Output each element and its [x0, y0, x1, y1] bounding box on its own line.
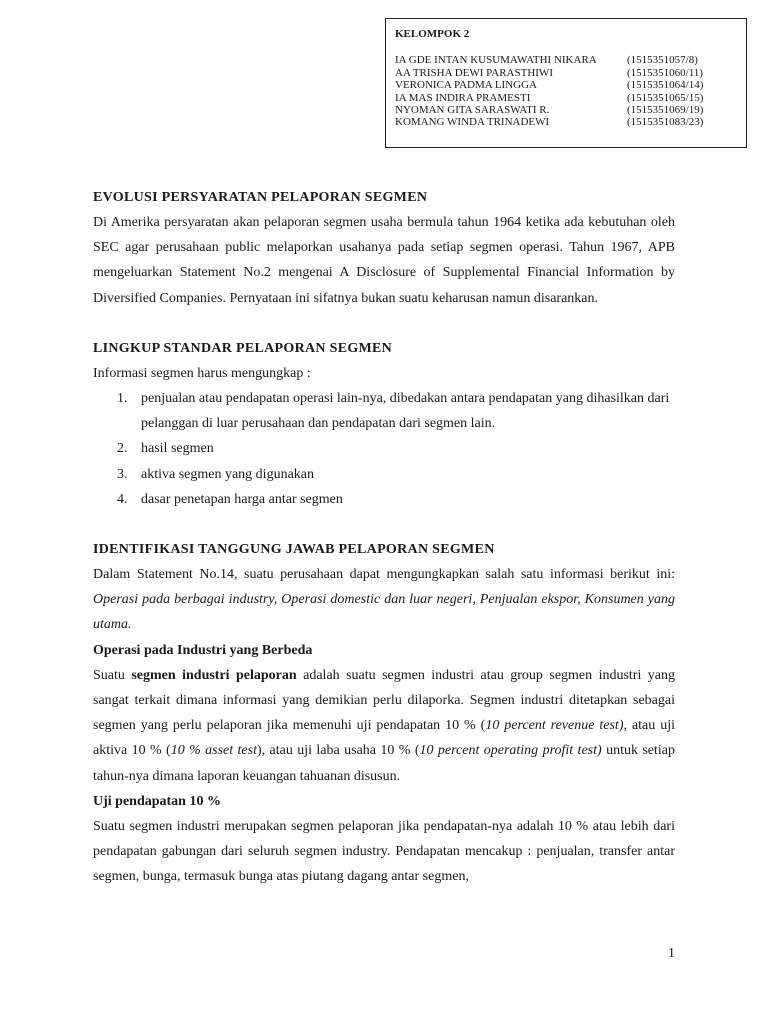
list-item	[117, 462, 675, 487]
section-heading-lingkup: LINGKUP STANDAR PELAPORAN SEGMEN	[93, 340, 393, 356]
section-heading-evolusi: EVOLUSI PERSYARATAN PELAPORAN SEGMEN	[93, 190, 428, 205]
member-row	[395, 104, 746, 116]
list-intro: Informasi segmen harus mengungkap :	[93, 365, 311, 381]
member-id: (1515351069/19)	[627, 104, 704, 117]
group-info-box	[385, 18, 747, 148]
list-text: hasil segmen	[141, 441, 214, 457]
list-item	[117, 487, 675, 512]
member-name: NYOMAN GITA SARASWATI R.	[395, 104, 550, 117]
paragraph-text: ), atau uji laba usaha 10 % (	[256, 743, 420, 759]
subheading-uji-pendapatan: Uji pendapatan 10 %	[93, 793, 221, 809]
member-id: (1515351060/11)	[627, 66, 703, 79]
paragraph-text: adalah suatu segmen industri atau group segmen industri yang sangat terkait dimana informasi yang demikian perlu dilaporka. Segmen industri ditetapkan sebagai segmen yang perlu pelaporan jika memenuhi uji pendapatan 10 % (	[93, 667, 676, 734]
member-name: IA GDE INTAN KUSUMAWATHI NIKARA	[395, 54, 597, 67]
subheading-operasi-industri: Operasi pada Industri yang Berbeda	[93, 642, 313, 658]
list-text: penjualan atau pendapatan operasi lain-nya, dibedakan antara pendapatan yang dihasilkan dari pelanggan di luar perusahaan dan pendapatan dari segmen lain.	[141, 391, 670, 432]
list-number: 2.	[117, 441, 128, 457]
member-id: (1515351065/15)	[627, 91, 704, 104]
document-body	[93, 185, 675, 890]
paragraph-text: untuk setiap tahun-nya dimana laporan keuangan tahuanan disusun.	[93, 743, 675, 784]
group-title: KELOMPOK 2	[395, 28, 470, 40]
paragraph-italic: 10 percent operating profit test)	[419, 743, 602, 759]
paragraph-text: Dalam Statement No.14, suatu perusahaan dapat mengungkapkan salah satu informasi berikut ini:	[93, 567, 675, 583]
list-number: 3.	[117, 466, 128, 482]
list-item	[117, 386, 675, 436]
paragraph-bold: segmen industri pelaporan	[131, 667, 297, 683]
paragraph-text: Suatu	[93, 667, 132, 683]
section-paragraph-evolusi: Di Amerika persyaratan akan pelaporan segmen usaha bermula tahun 1964 ketika ada kebutuhan oleh SEC agar perusahaan public melaporkan usahanya pada setiap segmen operasi. Tahun 1967, APB mengeluarkan Statement No.2 mengenai A Disclosure of Supplemental Financial Information by Diversified Companies. Pernyataan ini sifatnya bukan suatu keharusan namun disarankan.	[93, 215, 675, 306]
member-name: AA TRISHA DEWI PARASTHIWI	[395, 66, 553, 79]
member-id: (1515351083/23)	[627, 116, 704, 129]
section-heading-identifikasi: IDENTIFIKASI TANGGUNG JAWAB PELAPORAN SEGMEN	[93, 542, 495, 558]
member-row	[395, 116, 746, 128]
member-row	[395, 92, 746, 104]
list-text: dasar penetapan harga antar segmen	[141, 491, 343, 507]
member-id: (1515351057/8)	[627, 54, 698, 67]
member-row	[395, 67, 746, 79]
member-row	[395, 79, 746, 91]
section-paragraph-uji-pendapatan: Suatu segmen industri merupakan segmen pelaporan jika pendapatan-nya adalah 10 % atau lebih dari pendapatan gabungan dari seluruh segmen industry. Pendapatan mencakup : penjualan, transfer antar segmen, bunga, termasuk bunga atas piutang dagang antar segmen,	[93, 819, 675, 885]
member-name: KOMANG WINDA TRINADEWI	[395, 116, 550, 129]
page-number: 1	[668, 946, 675, 961]
list-text: aktiva segmen yang digunakan	[141, 466, 315, 482]
member-id: (1515351064/14)	[627, 79, 704, 92]
numbered-list	[93, 386, 675, 512]
section-paragraph-statement	[93, 562, 675, 638]
list-number: 4.	[117, 491, 128, 507]
paragraph-italic: Operasi pada berbagai industry, Operasi domestic dan luar negeri, Penjualan ekspor, Konsumen yang utama.	[93, 592, 675, 633]
paragraph-italic: 10 % asset test	[170, 743, 257, 759]
member-name: IA MAS INDIRA PRAMESTI	[395, 91, 531, 104]
paragraph-text: , atau uji aktiva 10 % (	[93, 718, 675, 759]
member-name: VERONICA PADMA LINGGA	[395, 79, 537, 92]
paragraph-italic: 10 percent revenue test)	[485, 718, 624, 734]
member-row	[395, 54, 746, 66]
list-number: 1.	[117, 391, 128, 407]
list-item	[117, 436, 675, 461]
section-paragraph-segmen-industri	[93, 663, 675, 789]
